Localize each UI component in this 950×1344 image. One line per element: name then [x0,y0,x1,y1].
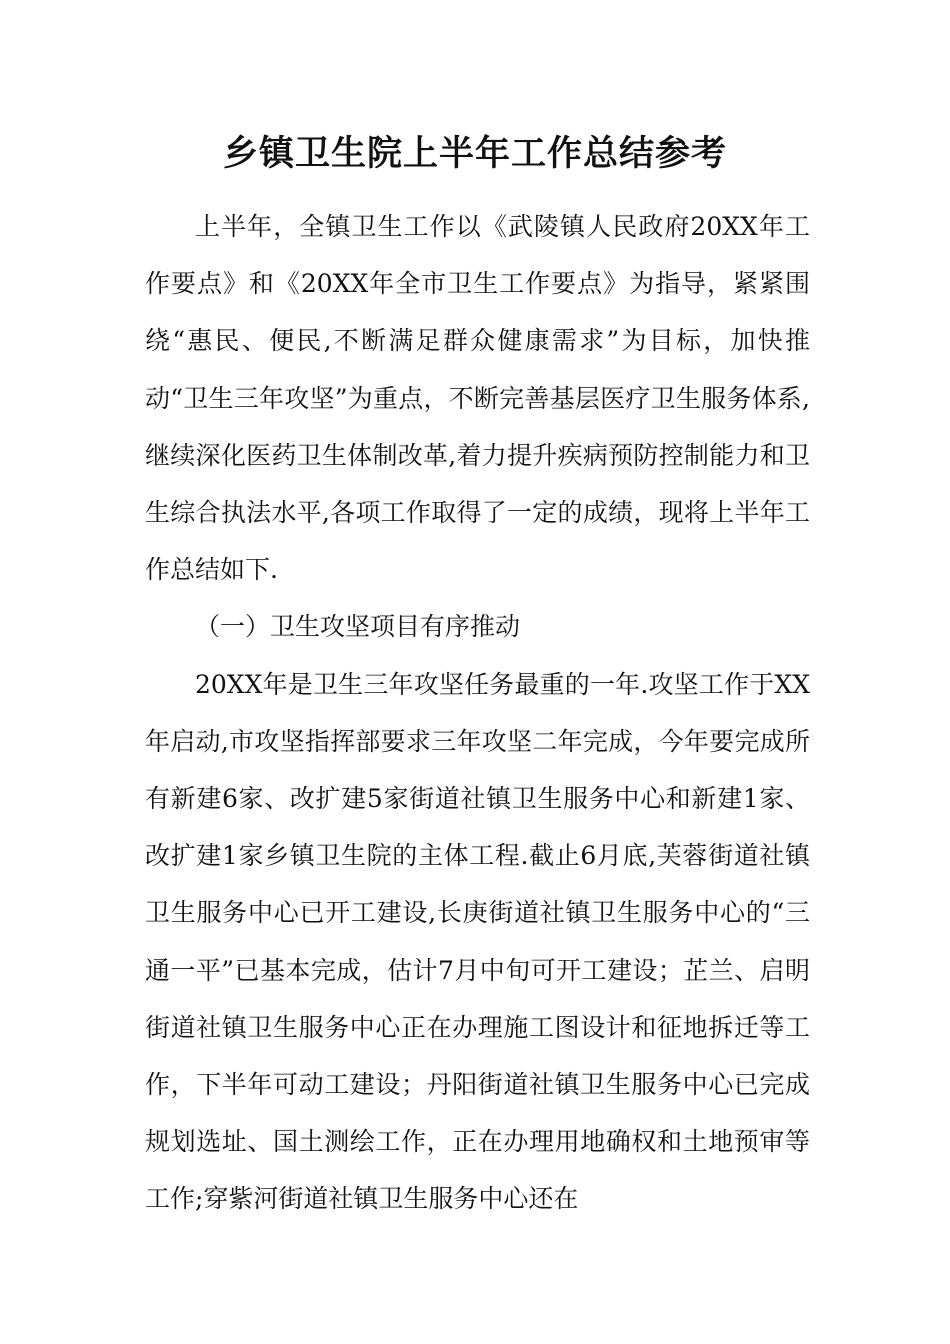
section-heading: （一）卫生攻坚项目有序推动 [195,612,521,642]
document-title: 乡镇卫生院上半年工作总结参考 [222,134,727,174]
document-body [145,198,810,1228]
intro-paragraph: 上半年，全镇卫生工作以《武陵镇人民政府20XX年工作要点》和《20XX年全市卫生工作要点》为指导，紧紧围绕“惠民、便民,不断满足群众健康需求”为目标，加快推动“卫生三年攻坚”为重点，不断完善基层医疗卫生服务体系,继续深化医药卫生体制改革,着力提升疾病预防控制能力和卫生综合执法水平,各项工作取得了一定的成绩，现将上半年工作总结如下. [145,212,810,585]
body-paragraph: 20XX年是卫生三年攻坚任务最重的一年.攻坚工作于XX年启动,市攻坚指挥部要求三年攻坚二年完成，今年要完成所有新建6家、改扩建5家街道社镇卫生服务中心和新建1家、改扩建1家乡镇卫生院的主体工程.截止6月底,芙蓉街道社镇卫生服务中心已开工建设,长庚街道社镇卫生服务中心的“三通一平”已基本完成，估计7月中旬可开工建设；芷兰、启明街道社镇卫生服务中心正在办理施工图设计和征地拆迁等工作，下半年可动工建设；丹阳街道社镇卫生服务中心已完成规划选址、国土测绘工作，正在办理用地确权和土地预审等工作;穿紫河街道社镇卫生服务中心还在 [145,669,810,1214]
